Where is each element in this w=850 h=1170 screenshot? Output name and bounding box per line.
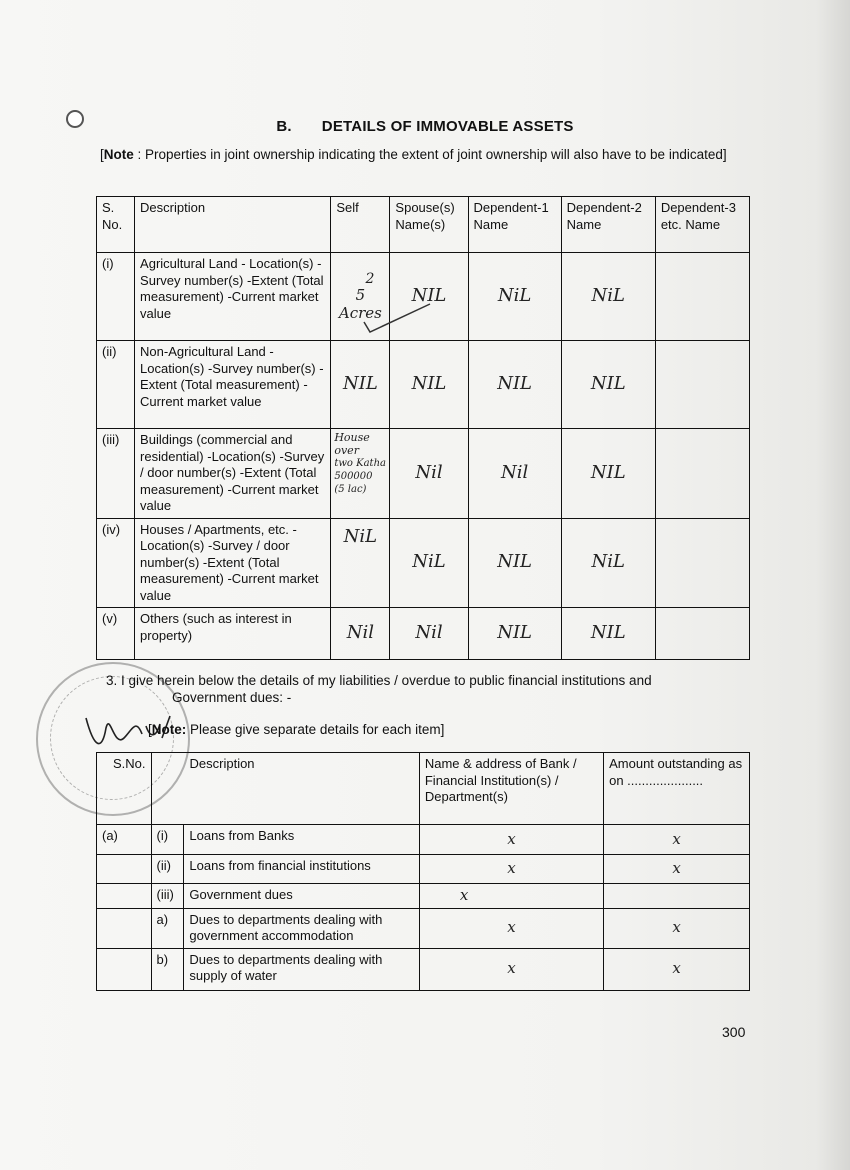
row-description: Agricultural Land - Location(s) -Survey number(s) -Extent (Total measurement) -Current market value [135,253,331,341]
spouse-cell [390,518,468,608]
self-value: Nil [346,621,375,643]
liabilities-note-text: Please give separate details for each item] [186,722,445,737]
row-sno: (i) [97,253,135,341]
row-sub: a) [151,908,184,948]
dep3-cell [655,341,749,429]
row-sno: (a) [97,825,152,855]
row-description: Buildings (commercial and residential) -Location(s) -Survey / door number(s) -Extent (Total measurement) -Current market value [135,429,331,519]
liabilities-intro [106,672,746,706]
liabilities-intro-line2: Government dues: - [172,690,292,705]
bank-value: x [507,829,516,848]
bank-value: x [507,918,516,937]
dep1-value: NIL [497,551,533,572]
table-row [97,825,750,855]
amount-cell [604,884,750,909]
assets-header-row [97,197,750,253]
note-label: Note [103,147,134,162]
page-number: 300 [722,1024,746,1040]
self-cell [331,608,390,660]
row-sno: (iii) [97,429,135,519]
liabilities-number: 3. [106,673,118,688]
joint-ownership-note [100,145,746,164]
self-line: over [334,444,359,457]
bank-cell [419,825,603,855]
self-value: NiL [343,525,378,547]
row-sno [97,884,152,909]
liabilities-note [148,722,444,737]
section-number: B. [276,118,292,135]
self-line: 500000 [334,471,373,482]
row-description: Dues to departments dealing with government accommodation [184,908,419,948]
bank-cell [419,948,603,990]
dep2-value: NIL [590,621,626,643]
dep2-value: NiL [591,551,625,572]
self-value: NIL [342,372,378,394]
liabilities-intro-line1: I give herein below the details of my liabilities / overdue to public financial institutions and [121,673,652,688]
spouse-value: NIL [411,372,447,394]
dep3-cell [655,608,749,660]
dep1-cell [468,253,561,341]
table-row [97,429,750,519]
dep3-cell [655,518,749,608]
header-self: Self [331,197,390,253]
self-mark: 2 [365,270,375,287]
spouse-value: NIL [411,284,447,306]
spouse-cell [390,429,468,519]
amount-value: x [672,959,681,978]
bank-value: x [459,886,469,904]
immovable-assets-table [96,196,750,660]
bank-cell [419,855,603,884]
amount-value: x [672,859,681,878]
table-row [97,341,750,429]
section-title: DETAILS OF IMMOVABLE ASSETS [321,118,574,135]
self-line: two Katha [334,458,386,469]
row-description: Dues to departments dealing with supply of water [184,948,419,990]
table-row [97,518,750,608]
header-dependent-2: Dependent-2 Name [561,197,655,253]
note-bracket: [ [100,147,104,162]
bank-cell [419,908,603,948]
header-dependent-1: Dependent-1 Name [468,197,561,253]
row-description: Houses / Apartments, etc. -Location(s) -Survey / door number(s) -Extent (Total measurement) -Current market value [135,518,331,608]
row-sno [97,948,152,990]
row-description: Government dues [184,884,419,909]
self-line: House [334,431,370,444]
row-description: Others (such as interest in property) [135,608,331,660]
dep1-value: NiL [497,284,532,306]
header-sno: S. No. [97,197,135,253]
amount-value: x [672,829,681,848]
bank-value: x [507,859,516,878]
table-row [97,948,750,990]
row-description: Non-Agricultural Land - Location(s) -Survey number(s) -Extent (Total measurement) -Current market value [135,341,331,429]
row-sno: (v) [97,608,135,660]
dep1-value: NIL [497,372,533,394]
row-sno: (iv) [97,518,135,608]
dep1-value: NIL [497,621,533,643]
self-line: (5 lac) [334,484,367,495]
row-description: Loans from financial institutions [184,855,419,884]
spouse-value: Nil [415,621,443,643]
row-sno: (ii) [97,341,135,429]
self-cell [331,429,390,519]
header-description: Description [135,197,331,253]
row-sub: (iii) [151,884,184,909]
row-sub: (ii) [151,855,184,884]
amount-value: x [672,918,681,937]
dep2-cell [561,518,655,608]
row-sno [97,908,152,948]
dep1-cell [468,429,561,519]
dep1-value: Nil [500,461,529,483]
dep2-cell [561,429,655,519]
check-mark-scribble [360,300,440,340]
amount-cell [604,855,750,884]
row-sub: b) [151,948,184,990]
section-heading [0,118,850,135]
self-cell [331,341,390,429]
header-bank: Name & address of Bank / Financial Institution(s) / Department(s) [419,753,603,825]
table-row [97,884,750,909]
dep3-cell [655,253,749,341]
bank-value: x [507,959,516,978]
spouse-value: NiL [412,551,446,572]
table-row [97,855,750,884]
self-value: 5 Acres [338,285,382,322]
header-description: Description [151,753,419,825]
header-amount: Amount outstanding as on ..................... [604,753,750,825]
dep2-cell [561,341,655,429]
dep3-cell [655,429,749,519]
liabilities-table [96,752,750,991]
spouse-value: Nil [415,461,443,483]
header-sno: S.No. [97,753,152,825]
note-bracket: [ [148,722,152,737]
self-cell [331,518,390,608]
header-spouse: Spouse(s) Name(s) [390,197,468,253]
row-description: Loans from Banks [184,825,419,855]
liabilities-header-row [97,753,750,825]
bank-cell [419,884,603,909]
spouse-cell [390,341,468,429]
row-sub: (i) [151,825,184,855]
dep1-cell [468,341,561,429]
dep2-value: NIL [590,372,626,394]
table-row [97,608,750,660]
dep2-cell [561,608,655,660]
dep1-cell [468,608,561,660]
note-text: : Properties in joint ownership indicating the extent of joint ownership will also have to be indicated] [133,147,727,162]
dep2-value: NIL [590,461,626,483]
row-sno [97,855,152,884]
dep2-cell [561,253,655,341]
dep1-cell [468,518,561,608]
header-dependent-3: Dependent-3 etc. Name [655,197,749,253]
liabilities-note-label: Note: [151,722,187,737]
amount-cell [604,908,750,948]
spouse-cell [390,608,468,660]
dep2-value: NiL [591,284,625,306]
amount-cell [604,825,750,855]
table-row [97,908,750,948]
amount-cell [604,948,750,990]
